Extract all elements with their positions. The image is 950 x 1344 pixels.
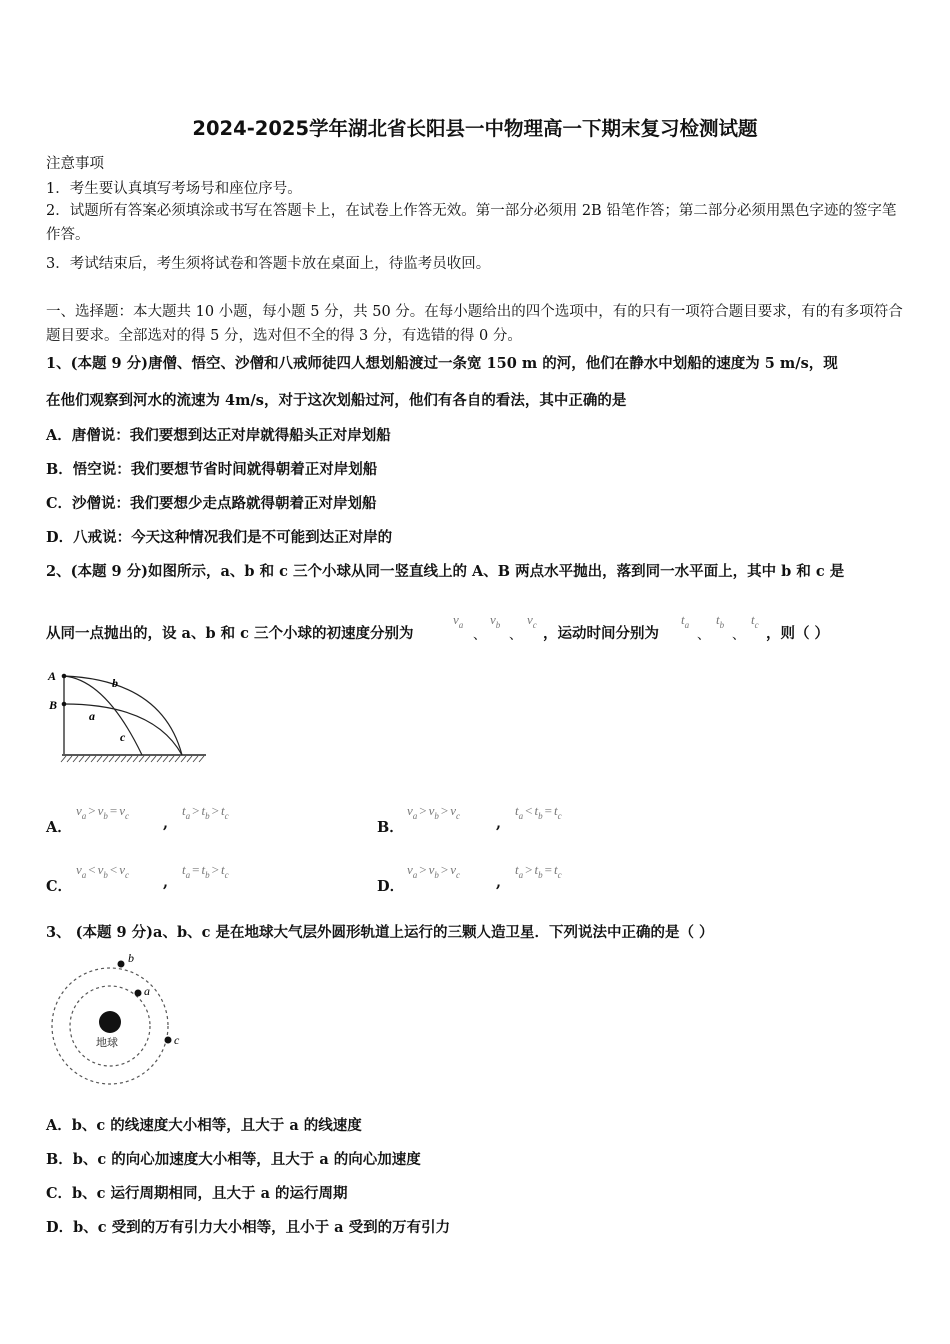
q1-stem-line2: 在他们观察到河水的流速为 4m/s，对于这次划船过河，他们有各自的看法，其中正确的是 bbox=[46, 392, 627, 409]
q2-option-a-v: $v_a > v_b = v_c$ bbox=[76, 803, 130, 821]
q2-stem-line2b: ，运动时间分别为 bbox=[543, 625, 659, 642]
section-intro: 一、选择题：本大题共 10 小题，每小题 5 分，共 50 分。在每小题给出的四个选项中，有的只有一项符合题目要求，有的有多项符合题目要求。全部选对的得 5 分，选对但不全的得 3 分，有选错的得 0 分。 bbox=[46, 304, 903, 344]
q2-option-b-t: $t_a < t_b = t_c$ bbox=[515, 803, 562, 821]
q2-option-c-v: $v_a < v_b < v_c$ bbox=[76, 862, 130, 880]
q2-va-symbol: $v_a$ bbox=[453, 612, 464, 630]
q2-option-b-v: $v_a > v_b > v_c$ bbox=[407, 803, 461, 821]
q3-option-d: D．b、c 受到的万有引力大小相等，且小于 a 受到的万有引力 bbox=[46, 1219, 451, 1236]
q1-option-d: D．八戒说：今天这种情况我们是不可能到达正对岸的 bbox=[46, 529, 393, 546]
q2-option-a-t: $t_a > t_b > t_c$ bbox=[182, 803, 229, 821]
q2-stem-line2c: ，则（ ） bbox=[766, 625, 830, 642]
label-c: c bbox=[120, 730, 126, 744]
q2-sep-4: 、 bbox=[732, 628, 746, 643]
q2-option-d-label: D． bbox=[377, 878, 405, 895]
notice-heading: 注意事项 bbox=[46, 156, 104, 172]
q1-option-a: A．唐僧说：我们要想到达正对岸就得船头正对岸划船 bbox=[46, 427, 391, 444]
q2-vc-symbol: $v_c$ bbox=[527, 612, 537, 630]
point-a-dot bbox=[62, 674, 67, 679]
trajectory-c bbox=[64, 676, 142, 755]
notice-item-3: 3．考试结束后，考生须将试卷和答题卡放在桌面上，待监考员收回。 bbox=[46, 256, 491, 272]
label-a: a bbox=[89, 709, 95, 723]
point-b-dot bbox=[62, 702, 67, 707]
q2-option-d-comma: , bbox=[496, 874, 502, 891]
notice-item-1: 1．考生要认真填写考场号和座位序号。 bbox=[46, 181, 302, 197]
q3-option-b: B．b、c 的向心加速度大小相等，且大于 a 的向心加速度 bbox=[46, 1151, 421, 1168]
q2-option-d-v: $v_a > v_b > v_c$ bbox=[407, 862, 461, 880]
notice-item-2: 2．试题所有答案必须填涂或书写在答题卡上，在试卷上作答无效。第一部分必须用 2B 铅笔作答；第二部分必须用黑色字迹的签字笔作答。 bbox=[46, 203, 897, 243]
q1-option-b: B．悟空说：我们要想节省时间就得朝着正对岸划船 bbox=[46, 461, 378, 478]
satellite-c-dot bbox=[165, 1037, 172, 1044]
q2-ta-symbol: $t_a$ bbox=[681, 612, 690, 630]
satellite-a-dot bbox=[135, 990, 142, 997]
q2-stem-line1: 2、(本题 9 分)如图所示，a、b 和 c 三个小球从同一竖直线上的 A、B 两点水平抛出，落到同一水平面上，其中 b 和 c 是 bbox=[46, 563, 845, 580]
q2-option-c-label: C． bbox=[46, 878, 73, 895]
label-A: A bbox=[48, 669, 57, 683]
q2-option-b-comma: , bbox=[496, 815, 502, 832]
satellite-b-label: b bbox=[128, 951, 134, 965]
label-B: B bbox=[49, 698, 58, 712]
earth-label: 地球 bbox=[96, 1037, 118, 1049]
earth-dot bbox=[99, 1011, 121, 1033]
q2-option-a-comma: , bbox=[163, 815, 169, 832]
q2-option-a-label: A． bbox=[46, 819, 72, 836]
ground-hatching bbox=[61, 756, 204, 762]
q1-option-c: C．沙僧说：我们要想少走点路就得朝着正对岸划船 bbox=[46, 495, 377, 512]
q3-option-a: A．b、c 的线速度大小相等，且大于 a 的线速度 bbox=[46, 1117, 362, 1134]
q2-option-d-t: $t_a > t_b = t_c$ bbox=[515, 862, 562, 880]
q2-tb-symbol: $t_b$ bbox=[716, 612, 725, 630]
q2-sep-2: 、 bbox=[509, 628, 523, 643]
q1-stem-line1: 1、(本题 9 分)唐僧、悟空、沙僧和八戒师徒四人想划船渡过一条宽 150 m 的河，他们在静水中划船的速度为 5 m/s，现 bbox=[46, 355, 838, 372]
q2-sep-3: 、 bbox=[697, 628, 711, 643]
q2-vb-symbol: $v_b$ bbox=[490, 612, 501, 630]
q2-option-c-t: $t_a = t_b > t_c$ bbox=[182, 862, 229, 880]
q2-stem-line2a: 从同一点抛出的，设 a、b 和 c 三个小球的初速度分别为 bbox=[46, 625, 414, 642]
q3-orbit-figure bbox=[44, 950, 194, 1090]
satellite-c-label: c bbox=[174, 1033, 180, 1047]
q2-option-c-comma: , bbox=[163, 874, 169, 891]
label-b: b bbox=[112, 676, 118, 690]
q2-tc-symbol: $t_c$ bbox=[751, 612, 759, 630]
q2-sep-1: 、 bbox=[473, 628, 487, 643]
q2-option-b-label: B． bbox=[377, 819, 404, 836]
satellite-b-dot bbox=[118, 961, 125, 968]
q2-projectile-figure bbox=[44, 664, 214, 768]
q3-stem: 3、 (本题 9 分)a、b、c 是在地球大气层外圆形轨道上运行的三颗人造卫星．下列说法中正确的是（ ） bbox=[46, 924, 714, 941]
q3-option-c: C．b、c 运行周期相同，且大于 a 的运行周期 bbox=[46, 1185, 348, 1202]
satellite-a-label: a bbox=[144, 984, 150, 998]
page-title: 2024-2025学年湖北省长阳县一中物理高一下期末复习检测试题 bbox=[192, 117, 758, 140]
